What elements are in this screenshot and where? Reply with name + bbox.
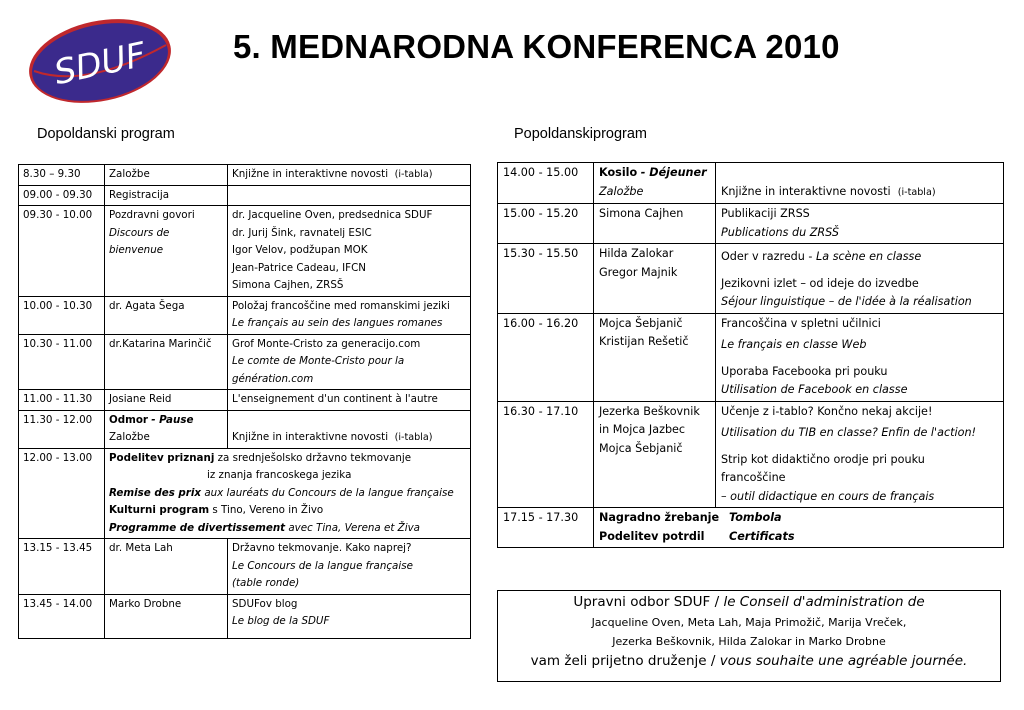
table-row — [19, 594, 471, 638]
speaker-cell: Mojca Šebjanič Kristijan Rešetič — [594, 313, 716, 401]
speaker-cell: dr. Agata Šega — [105, 296, 228, 334]
time-cell: 15.30 - 15.50 — [498, 244, 594, 314]
time-cell: 17.15 - 17.30 — [498, 508, 594, 548]
time-cell: 09.00 - 09.30 — [19, 185, 105, 206]
speaker-cell: Odmor - Pause Založbe — [105, 410, 228, 448]
speaker-cell: Kosilo - Déjeuner Založbe — [594, 163, 716, 204]
table-row — [19, 334, 471, 390]
table-row — [19, 185, 471, 206]
speaker-cell: Jezerka Beškovnik in Mojca Jazbec Mojca Šebjanič — [594, 401, 716, 508]
topic-cell: Podelitev priznanj za srednješolsko državno tekmovanje iz znanja francoskega jezika Remise des prix aux lauréats du Concours de la langue française Kulturni program s Tino, Vereno in Živo Programme de divertissement avec Tina, Verena et Živa — [105, 448, 471, 539]
table-row — [498, 204, 1004, 244]
topic-cell: Francoščina v spletni učilnici Le français en classe Web Uporaba Facebooka pri pouku Utilisation de Facebook en classe — [716, 313, 1004, 401]
page-title: 5. MEDNARODNA KONFERENCA 2010 — [233, 28, 840, 65]
speaker-cell: Založbe — [105, 165, 228, 186]
speaker-cell: Simona Cajhen — [594, 204, 716, 244]
speaker-cell: dr. Meta Lah — [105, 539, 228, 595]
topic-cell: Oder v razredu - La scène en classe Jezikovni izlet – od ideje do izvedbe Séjour linguistique – de l'idée à la réalisation — [716, 244, 1004, 314]
table-row — [19, 165, 471, 186]
time-cell: 13.45 - 14.00 — [19, 594, 105, 638]
time-cell: 10.30 - 11.00 — [19, 334, 105, 390]
topic-cell: Knjižne in interaktivne novosti (i-tabla) — [228, 410, 471, 448]
table-row — [19, 410, 471, 448]
speaker-cell: Josiane Reid — [105, 390, 228, 411]
topic-cell: Nagradno žrebanje Tombola Podelitev potrdil Certificats — [594, 508, 1004, 548]
time-cell: 11.30 - 12.00 — [19, 410, 105, 448]
topic-cell: Učenje z i-tablo? Končno nekaj akcije! Utilisation du TIB en classe? Enfin de l'action! Strip kot didaktično orodje pri pouku francoščine – outil didactique en cours de français — [716, 401, 1004, 508]
afternoon-schedule-table — [497, 162, 1004, 548]
time-cell: 16.00 - 16.20 — [498, 313, 594, 401]
morning-heading: Dopoldanski program — [37, 126, 175, 142]
speaker-cell: Marko Drobne — [105, 594, 228, 638]
table-row — [19, 539, 471, 595]
table-row — [498, 313, 1004, 401]
table-row — [19, 206, 471, 297]
afternoon-heading: Popoldanskiprogram — [514, 126, 647, 142]
morning-schedule-table — [18, 164, 471, 639]
table-row — [498, 508, 1004, 548]
time-cell: 13.15 - 13.45 — [19, 539, 105, 595]
table-row — [498, 401, 1004, 508]
table-row — [498, 163, 1004, 204]
topic-cell: dr. Jacqueline Oven, predsednica SDUF dr. Jurij Šink, ravnatelj ESIC Igor Velov, podžupan MOK Jean-Patrice Cadeau, IFCN Simona Cajhen, ZRSŠ — [228, 206, 471, 297]
speaker-cell: dr.Katarina Marinčič — [105, 334, 228, 390]
topic-cell: Državno tekmovanje. Kako naprej? Le Concours de la langue française (table ronde) — [228, 539, 471, 595]
table-row — [19, 296, 471, 334]
topic-cell: SDUFov blog Le blog de la SDUF — [228, 594, 471, 638]
time-cell: 11.00 - 11.30 — [19, 390, 105, 411]
time-cell: 12.00 - 13.00 — [19, 448, 105, 539]
time-cell: 8.30 – 9.30 — [19, 165, 105, 186]
sduf-logo — [26, 19, 174, 103]
time-cell: 15.00 - 15.20 — [498, 204, 594, 244]
topic-cell: Položaj francoščine med romanskimi jeziki Le français au sein des langues romanes — [228, 296, 471, 334]
board-greeting-box: Upravni odbor SDUF / le Conseil d'administration de Jacqueline Oven, Meta Lah, Maja Primožič, Marija Vreček, Jezerka Beškovnik, Hilda Zalokar in Marko Drobne vam želi prijetno druženje / vous souhaite une agréable journée. — [497, 590, 1001, 682]
topic-cell — [228, 185, 471, 206]
topic-cell: Grof Monte-Cristo za generacijo.com Le comte de Monte-Cristo pour la génération.com — [228, 334, 471, 390]
table-row — [498, 244, 1004, 314]
table-row — [19, 448, 471, 539]
topic-cell: Knjižne in interaktivne novosti (i-tabla) — [228, 165, 471, 186]
time-cell: 10.00 - 10.30 — [19, 296, 105, 334]
logo-text: SDUF — [50, 34, 150, 94]
speaker-cell: Pozdravni govori Discours de bienvenue — [105, 206, 228, 297]
time-cell: 16.30 - 17.10 — [498, 401, 594, 508]
topic-cell: Publikaciji ZRSS Publications du ZRSŠ — [716, 204, 1004, 244]
speaker-cell: Hilda Zalokar Gregor Majnik — [594, 244, 716, 314]
topic-cell: Knjižne in interaktivne novosti (i-tabla) — [716, 163, 1004, 204]
time-cell: 14.00 - 15.00 — [498, 163, 594, 204]
topic-cell: L'enseignement d'un continent à l'autre — [228, 390, 471, 411]
speaker-cell: Registracija — [105, 185, 228, 206]
time-cell: 09.30 - 10.00 — [19, 206, 105, 297]
table-row — [19, 390, 471, 411]
